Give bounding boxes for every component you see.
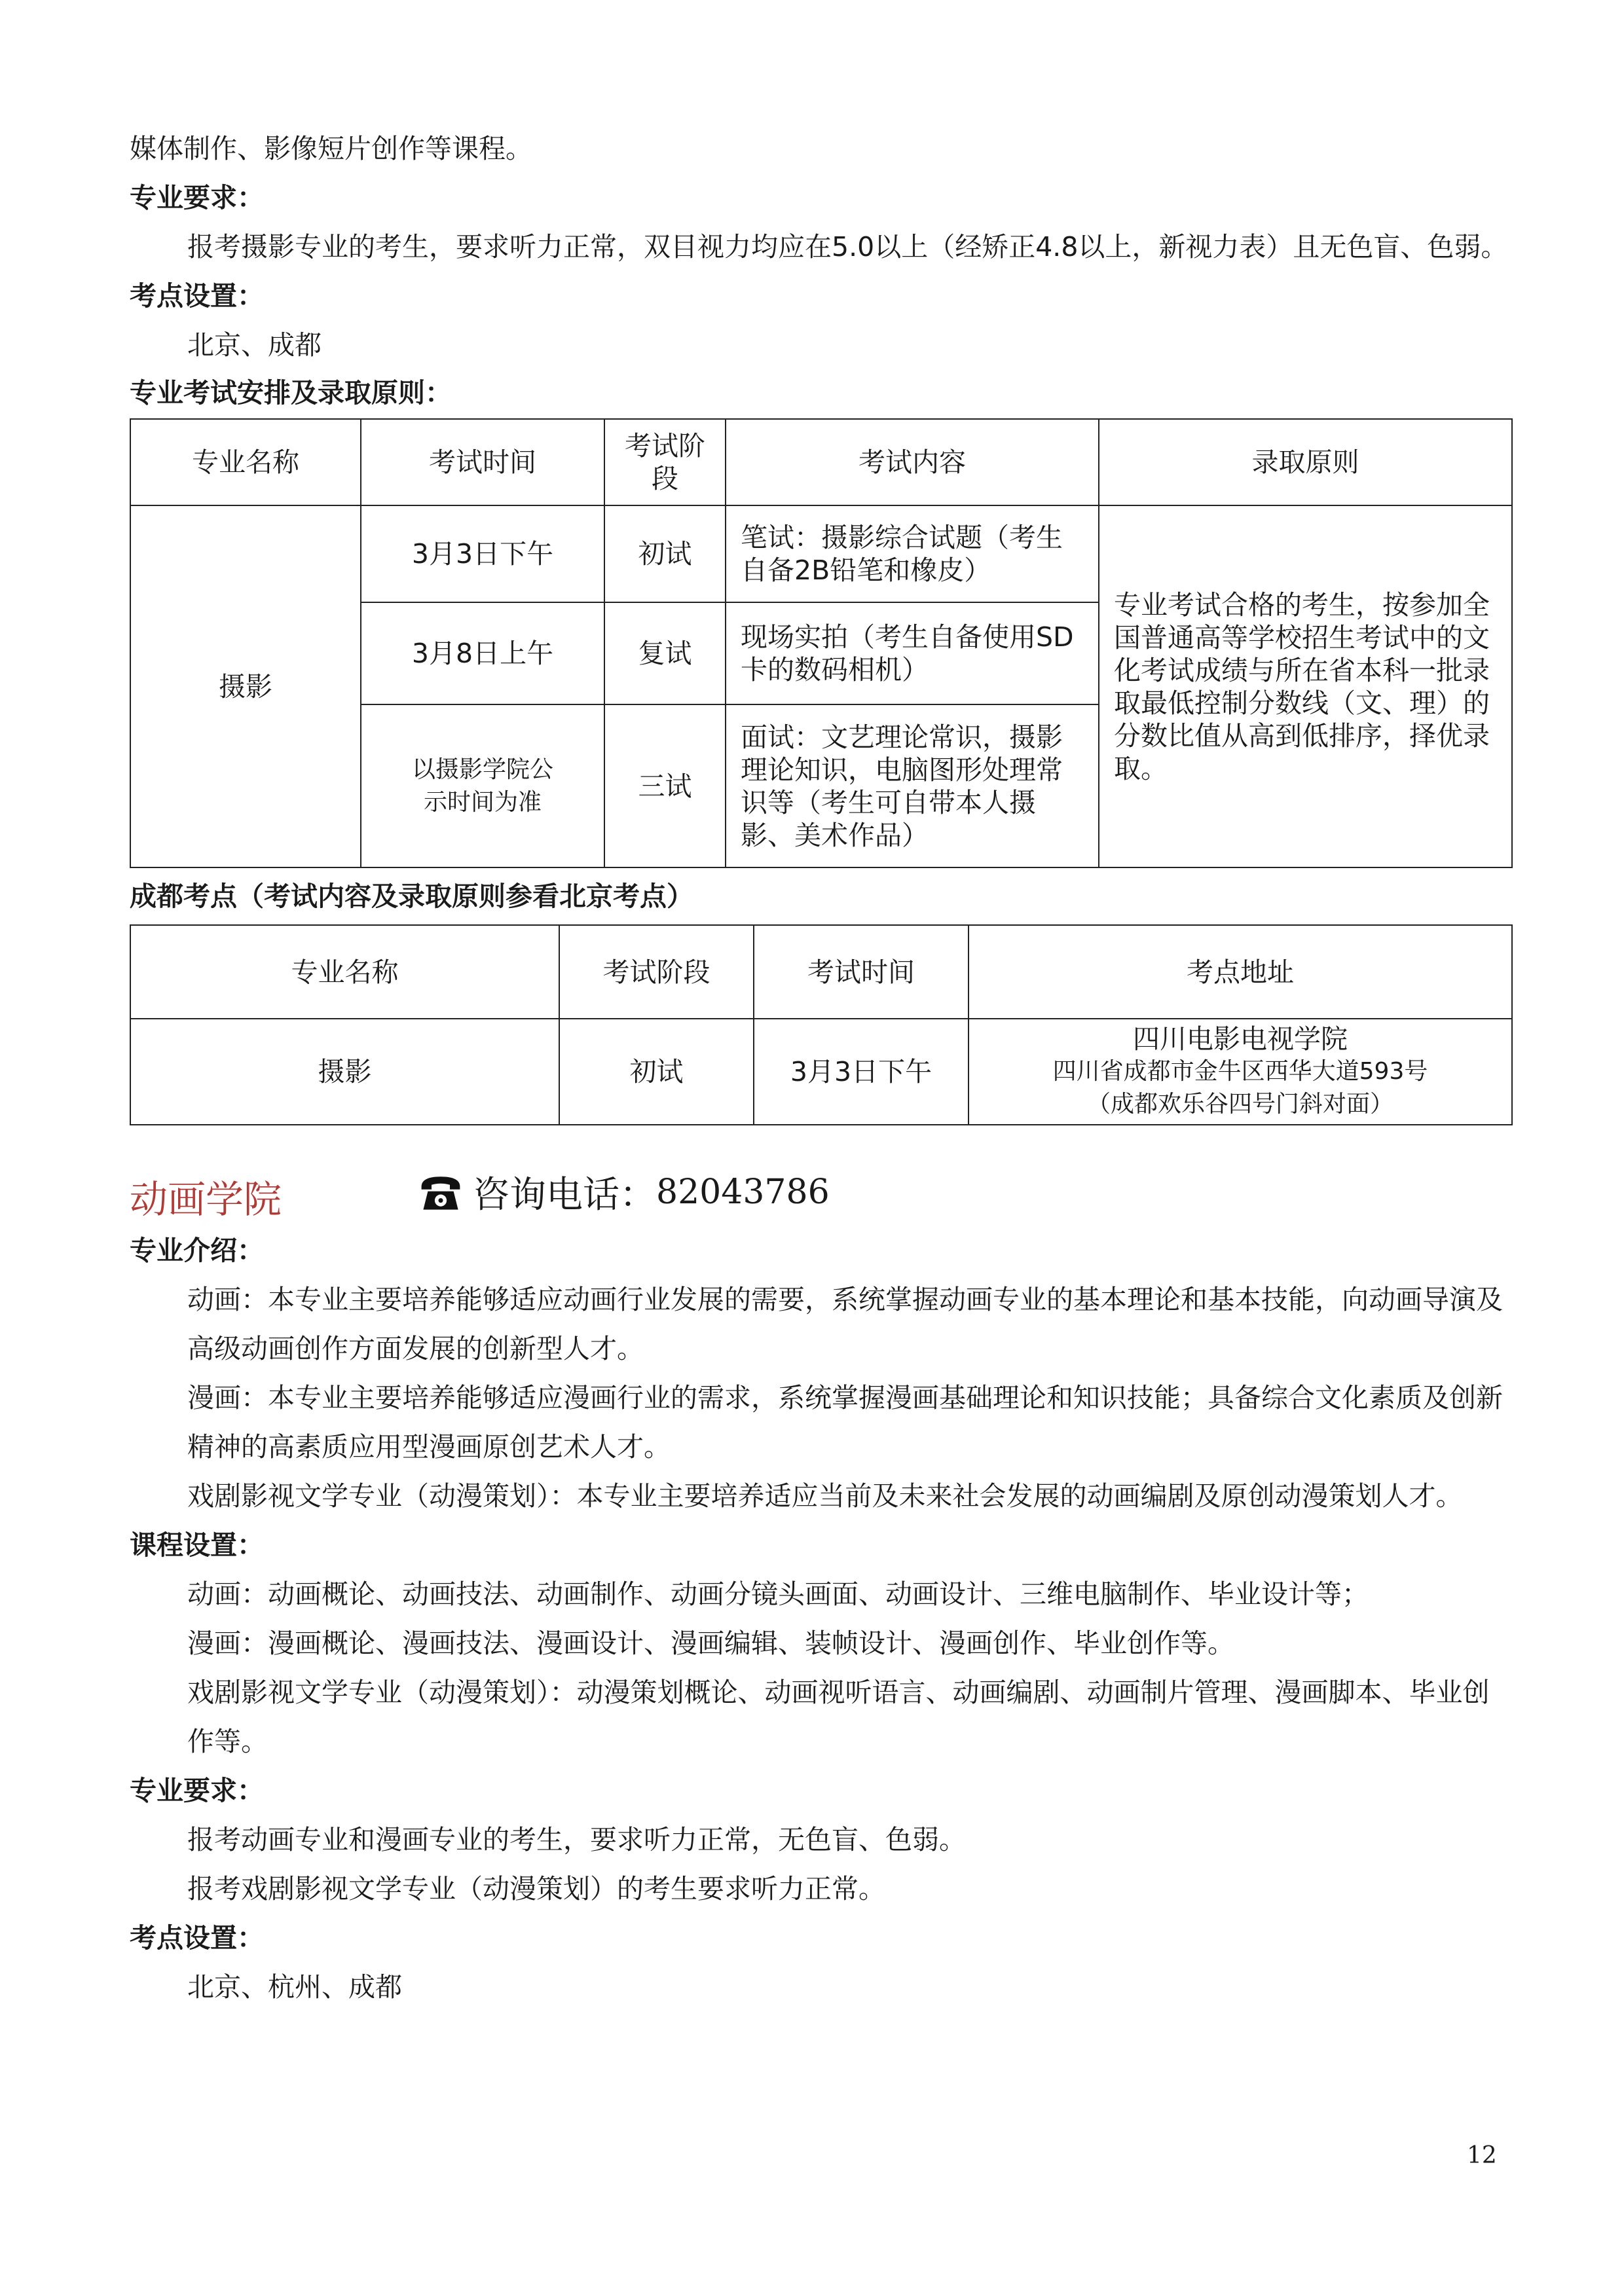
schedule-table [130,418,1513,868]
time-cell: 3月8日上午 [361,602,604,704]
major-cell: 摄影 [130,1019,559,1125]
major-cell: 摄影 [130,505,361,867]
intro-tail: 媒体制作、影像短片创作等课程。 [130,133,532,164]
animation-section-header [130,1154,1511,1226]
page-content [130,124,1511,2012]
col-header-stage: 考试阶段 [559,925,754,1019]
chengdu-table [130,924,1513,1125]
course-drama: 戏剧影视文学专业（动漫策划）：动漫策划概论、动画视听语言、动画编剧、动画制片管理、漫画脚本、毕业创作等。 [187,1677,1490,1757]
course-heading: 课程设置： [130,1529,264,1561]
content-cell: 面试：文艺理论常识，摄影理论知识，电脑图形处理常识等（考生可自带本人摄影、美术作品） [726,704,1099,867]
site-text: 北京、成都 [187,329,322,361]
col-header-time: 考试时间 [754,925,969,1019]
site-heading: 考点设置： [130,280,264,312]
course-animation: 动画：动画概论、动画技法、动画制作、动画分镜头画面、动画设计、三维电脑制作、毕业设计等； [187,1578,1369,1610]
page-number: 12 [1467,2142,1497,2169]
req-text: 报考摄影专业的考生，要求听力正常，双目视力均应在5.0以上（经矫正4.8以上，新视力表）且无色盲、色弱。 [187,231,1508,263]
telephone-icon [418,1169,464,1215]
course-comic: 漫画：漫画概论、漫画技法、漫画设计、漫画编辑、装帧设计、漫画创作、毕业创作等。 [187,1628,1234,1659]
phone-group [418,1166,830,1218]
address-name: 四川电影电视学院 [1133,1023,1348,1055]
stage-cell: 初试 [559,1019,754,1125]
table-row [130,1019,1512,1125]
intro-animation: 动画：本专业主要培养能够适应动画行业发展的需要，系统掌握动画专业的基本理论和基本技能，向动画导演及高级动画创作方面发展的创新型人才。 [187,1284,1503,1364]
anim-req-1: 报考动画专业和漫画专业的考生，要求听力正常，无色盲、色弱。 [187,1824,966,1855]
table-row [130,505,1512,602]
principle-cell: 专业考试合格的考生，按参加全国普通高等学校招生考试中的文化考试成绩与所在省本科一批录取最低控制分数线（文、理）的分数比值从高到低排序，择优录取。 [1099,505,1512,867]
anim-site-text: 北京、杭州、成都 [187,1971,402,2003]
col-header-stage: 考试阶段 [604,419,726,505]
address-cell [969,1019,1512,1125]
content-cell: 笔试：摄影综合试题（考生自备2B铅笔和橡皮） [726,505,1099,602]
intro-drama: 戏剧影视文学专业（动漫策划）：本专业主要培养适应当前及未来社会发展的动画编剧及原创动漫策划人才。 [187,1480,1463,1512]
stage-cell: 初试 [604,505,726,602]
time-cell: 3月3日下午 [361,505,604,602]
col-header-principle: 录取原则 [1099,419,1512,505]
section-title: 动画学院 [130,1177,282,1222]
stage-cell: 三试 [604,704,726,867]
time-cell: 以摄影学院公示时间为准 [361,704,604,867]
col-header-address: 考点地址 [969,925,1512,1019]
stage-cell: 复试 [604,602,726,704]
schedule-heading: 专业考试安排及录取原则： [130,377,452,409]
col-header-major: 专业名称 [130,925,559,1019]
anim-site-heading: 考点设置： [130,1922,264,1954]
col-header-content: 考试内容 [726,419,1099,505]
anim-req-2: 报考戏剧影视文学专业（动漫策划）的考生要求听力正常。 [187,1873,885,1904]
address-detail: 四川省成都市金牛区西华大道593号 [1052,1058,1428,1085]
address-note: （成都欢乐谷四号门斜对面） [1086,1091,1393,1118]
intro-comic: 漫画：本专业主要培养能够适应漫画行业的需求，系统掌握漫画基础理论和知识技能；具备综合文化素质及创新精神的高素质应用型漫画原创艺术人才。 [187,1382,1503,1463]
chengdu-heading: 成都考点（考试内容及录取原则参看北京考点） [130,881,693,912]
phone-number: 82043786 [656,1173,830,1212]
phone-label: 咨询电话： [473,1174,656,1216]
intro-heading: 专业介绍： [130,1235,264,1266]
anim-req-heading: 专业要求： [130,1775,264,1806]
col-header-time: 考试时间 [361,419,604,505]
content-cell: 现场实拍（考生自备使用SD卡的数码相机） [726,602,1099,704]
time-cell: 3月3日下午 [754,1019,969,1125]
req-heading: 专业要求： [130,182,264,213]
col-header-major: 专业名称 [130,419,361,505]
